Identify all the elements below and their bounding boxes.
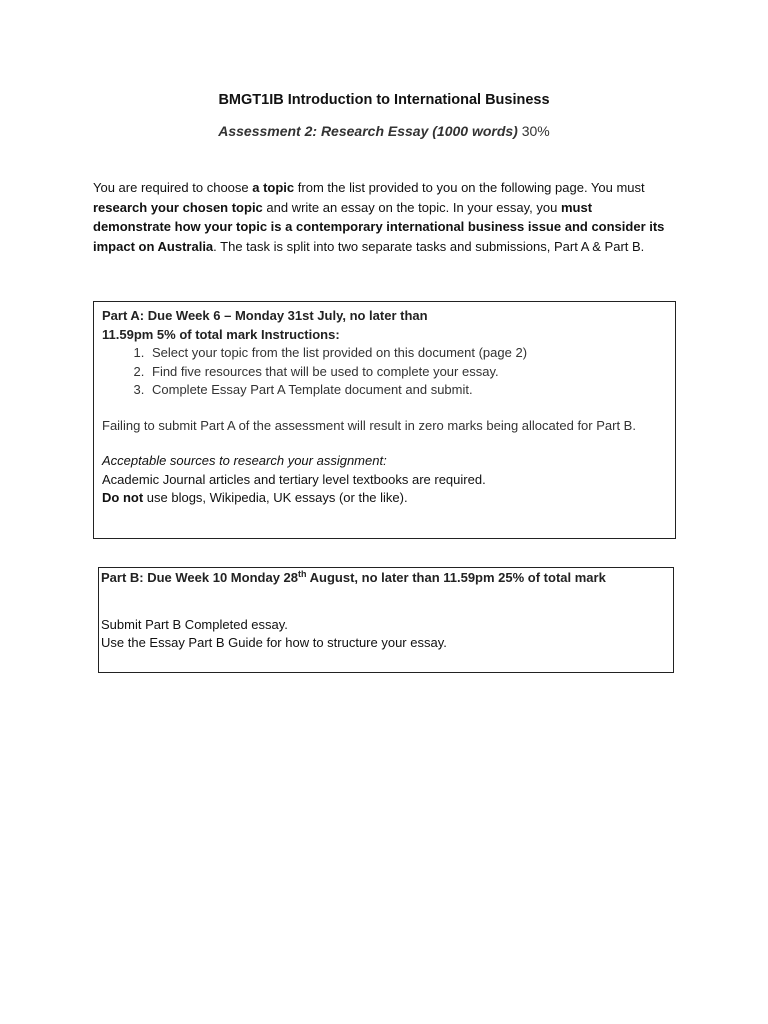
instruction-item: 3. Complete Essay Part A Template document and submit. (148, 381, 667, 400)
part-b-box (98, 567, 674, 673)
intro-text: and write an essay on the topic. In your essay, you (262, 199, 561, 215)
part-a-box (93, 301, 676, 539)
intro-paragraph (93, 178, 673, 256)
part-b-heading (101, 569, 671, 588)
subtitle-assessment: Assessment 2: Research Essay (1000 words) (218, 123, 518, 139)
guide-line: Use the Essay Part B Guide for how to structure your essay. (101, 635, 447, 650)
instruction-list (102, 344, 667, 400)
instruction-item: 1. Select your topic from the list provided on this document (page 2) (148, 344, 667, 363)
part-a-heading-line2: 11.59pm 5% of total mark Instructions: (102, 326, 340, 342)
submit-line: Submit Part B Completed essay. (101, 616, 288, 632)
subtitle-weight: 30% (517, 123, 550, 139)
part-a-heading-line1: Part A: Due Week 6 – Monday 31st July, no later than (102, 308, 428, 323)
sources-required: Academic Journal articles and tertiary level textbooks are required. (102, 471, 486, 487)
intro-text: from the list provided to you on the following page. You must (294, 180, 645, 195)
sources-heading: Acceptable sources to research your assignment: (102, 453, 387, 468)
intro-text: . The task is split into two separate tasks and submissions, Part A & Part B. (213, 238, 645, 254)
intro-emphasis: research your chosen topic (93, 199, 263, 215)
part-b-heading-sup: th (298, 569, 307, 579)
failing-note: Failing to submit Part A of the assessment will result in zero marks being allocated for Part B. (102, 417, 636, 433)
intro-text: You are required to choose (93, 180, 253, 195)
instruction-item: 2. Find five resources that will be used to complete your essay. (148, 363, 667, 382)
sources-exclusions (102, 489, 667, 508)
document-title: BMGT1IB Introduction to International Business (218, 92, 550, 108)
document-subtitle (0, 123, 768, 139)
do-not-label: Do not (102, 490, 144, 505)
part-b-heading-post: August, no later than 11.59pm 25% of total mark (306, 570, 606, 585)
do-not-rest: use blogs, Wikipedia, UK essays (or the like). (143, 490, 408, 505)
intro-emphasis: a topic (252, 180, 295, 195)
part-b-heading-pre: Part B: Due Week 10 Monday 28 (101, 570, 298, 585)
intro-emphasis: must demonstrate how your topic is a contemporary international business issue and consider its impact on Australia (93, 199, 665, 254)
